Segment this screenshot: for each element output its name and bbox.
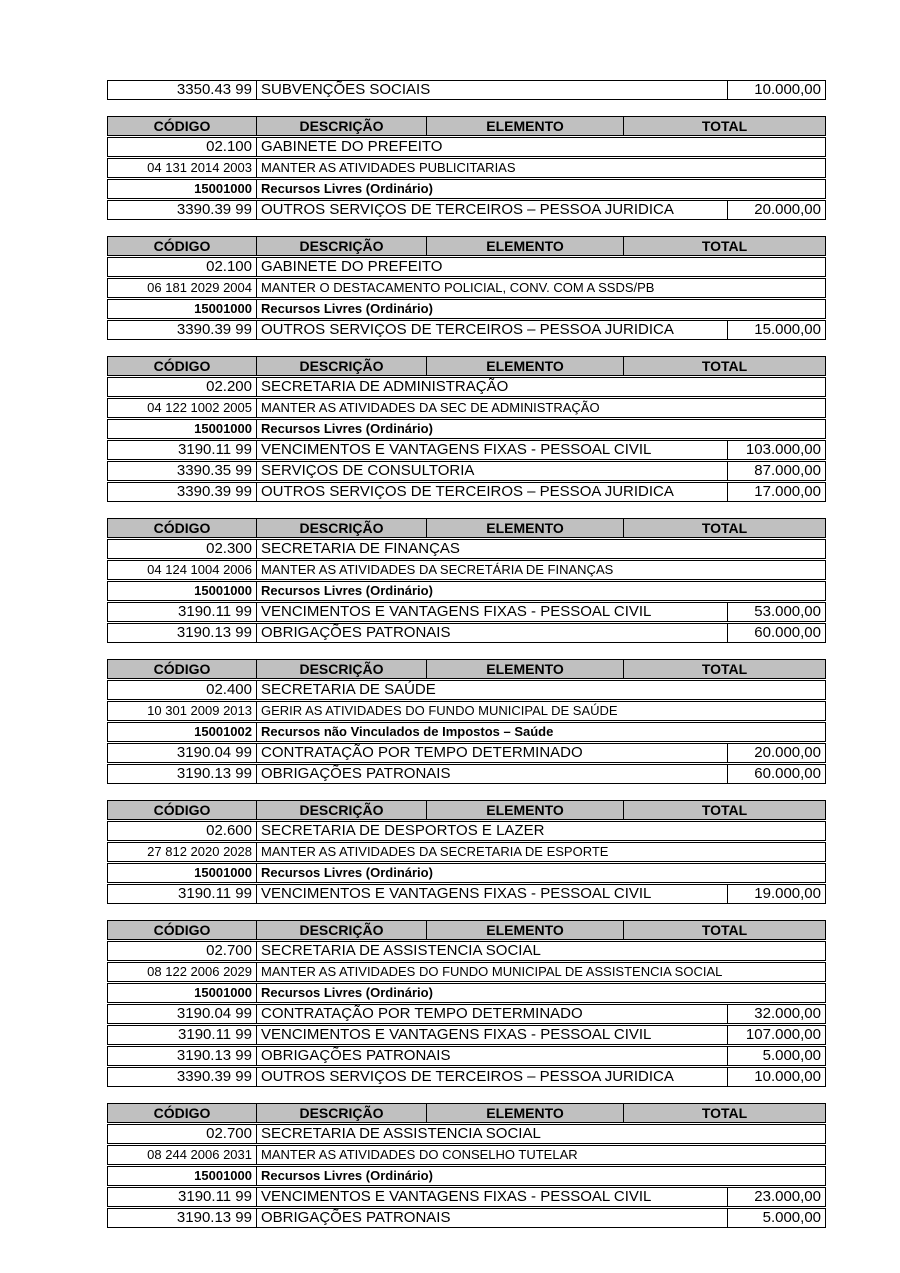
- element-total: 20.000,00: [728, 200, 826, 220]
- element-total: 5.000,00: [728, 1208, 826, 1228]
- table-header-row: [107, 920, 826, 940]
- element-total: 10.000,00: [728, 80, 826, 100]
- resource-name: Recursos Livres (Ordinário): [257, 863, 826, 883]
- action-row: [107, 398, 826, 418]
- column-header-descricao: DESCRIÇÃO: [257, 659, 427, 679]
- department-row: [107, 137, 826, 157]
- department-code: 02.200: [107, 377, 257, 397]
- element-row: [107, 1187, 826, 1207]
- element-row: [107, 764, 826, 784]
- element-total: 107.000,00: [728, 1025, 826, 1045]
- column-header-total: TOTAL: [624, 1103, 826, 1123]
- action-code: 08 244 2006 2031: [107, 1145, 257, 1165]
- element-description: VENCIMENTOS E VANTAGENS FIXAS - PESSOAL CIVIL: [257, 602, 728, 622]
- department-code: 02.300: [107, 539, 257, 559]
- column-header-total: TOTAL: [624, 920, 826, 940]
- element-row: [107, 1046, 826, 1066]
- element-description: OUTROS SERVIÇOS DE TERCEIROS – PESSOA JURIDICA: [257, 200, 728, 220]
- element-total: 5.000,00: [728, 1046, 826, 1066]
- action-name: MANTER AS ATIVIDADES PUBLICITARIAS: [257, 158, 826, 178]
- element-row: [107, 461, 826, 481]
- resource-row: [107, 581, 826, 601]
- resource-name: Recursos não Vinculados de Impostos – Saúde: [257, 722, 826, 742]
- element-code: 3190.13 99: [107, 1046, 257, 1066]
- element-description: VENCIMENTOS E VANTAGENS FIXAS - PESSOAL CIVIL: [257, 1187, 728, 1207]
- element-description: OUTROS SERVIÇOS DE TERCEIROS – PESSOA JURIDICA: [257, 1067, 728, 1087]
- department-code: 02.600: [107, 821, 257, 841]
- element-description: OBRIGAÇÕES PATRONAIS: [257, 764, 728, 784]
- column-header-elemento: ELEMENTO: [427, 659, 624, 679]
- element-code: 3390.35 99: [107, 461, 257, 481]
- column-header-codigo: CÓDIGO: [107, 920, 257, 940]
- action-row: [107, 1145, 826, 1165]
- element-code: 3190.11 99: [107, 1187, 257, 1207]
- department-row: [107, 821, 826, 841]
- department-name: SECRETARIA DE FINANÇAS: [257, 539, 826, 559]
- column-header-total: TOTAL: [624, 116, 826, 136]
- element-total: 87.000,00: [728, 461, 826, 481]
- column-header-elemento: ELEMENTO: [427, 236, 624, 256]
- action-name: MANTER O DESTACAMENTO POLICIAL, CONV. COM A SSDS/PB: [257, 278, 826, 298]
- action-row: [107, 278, 826, 298]
- action-row: [107, 842, 826, 862]
- resource-name: Recursos Livres (Ordinário): [257, 419, 826, 439]
- department-row: [107, 377, 826, 397]
- action-code: 08 122 2006 2029: [107, 962, 257, 982]
- element-row: [107, 743, 826, 763]
- element-total: 20.000,00: [728, 743, 826, 763]
- column-header-elemento: ELEMENTO: [427, 1103, 624, 1123]
- column-header-codigo: CÓDIGO: [107, 236, 257, 256]
- department-code: 02.100: [107, 257, 257, 277]
- department-row: [107, 539, 826, 559]
- resource-row: [107, 1166, 826, 1186]
- resource-row: [107, 863, 826, 883]
- element-description: OBRIGAÇÕES PATRONAIS: [257, 1208, 728, 1228]
- action-code: 10 301 2009 2013: [107, 701, 257, 721]
- action-code: 27 812 2020 2028: [107, 842, 257, 862]
- element-description: VENCIMENTOS E VANTAGENS FIXAS - PESSOAL CIVIL: [257, 884, 728, 904]
- column-header-elemento: ELEMENTO: [427, 356, 624, 376]
- element-description: CONTRATAÇÃO POR TEMPO DETERMINADO: [257, 1004, 728, 1024]
- department-code: 02.100: [107, 137, 257, 157]
- budget-document: [107, 80, 826, 1228]
- action-row: [107, 962, 826, 982]
- element-total: 15.000,00: [728, 320, 826, 340]
- action-code: 04 124 1004 2006: [107, 560, 257, 580]
- department-row: [107, 257, 826, 277]
- column-header-total: TOTAL: [624, 518, 826, 538]
- element-code: 3190.13 99: [107, 764, 257, 784]
- department-name: GABINETE DO PREFEITO: [257, 257, 826, 277]
- element-code: 3390.39 99: [107, 200, 257, 220]
- column-header-codigo: CÓDIGO: [107, 116, 257, 136]
- resource-name: Recursos Livres (Ordinário): [257, 179, 826, 199]
- column-header-descricao: DESCRIÇÃO: [257, 1103, 427, 1123]
- element-total: 23.000,00: [728, 1187, 826, 1207]
- element-code: 3190.04 99: [107, 743, 257, 763]
- resource-code: 15001000: [107, 983, 257, 1003]
- column-header-descricao: DESCRIÇÃO: [257, 920, 427, 940]
- action-name: GERIR AS ATIVIDADES DO FUNDO MUNICIPAL DE SAÚDE: [257, 701, 826, 721]
- column-header-total: TOTAL: [624, 236, 826, 256]
- resource-name: Recursos Livres (Ordinário): [257, 1166, 826, 1186]
- action-name: MANTER AS ATIVIDADES DA SEC DE ADMINISTRAÇÃO: [257, 398, 826, 418]
- element-row: [107, 440, 826, 460]
- element-row: [107, 200, 826, 220]
- element-code: 3390.39 99: [107, 320, 257, 340]
- column-header-descricao: DESCRIÇÃO: [257, 236, 427, 256]
- table-header-row: [107, 1103, 826, 1123]
- action-name: MANTER AS ATIVIDADES DA SECRETÁRIA DE FINANÇAS: [257, 560, 826, 580]
- element-row: [107, 1004, 826, 1024]
- action-name: MANTER AS ATIVIDADES DO CONSELHO TUTELAR: [257, 1145, 826, 1165]
- department-name: SECRETARIA DE ASSISTENCIA SOCIAL: [257, 941, 826, 961]
- column-header-codigo: CÓDIGO: [107, 800, 257, 820]
- element-row: [107, 602, 826, 622]
- resource-name: Recursos Livres (Ordinário): [257, 299, 826, 319]
- column-header-total: TOTAL: [624, 800, 826, 820]
- element-row: [107, 1208, 826, 1228]
- element-row: [107, 320, 826, 340]
- element-total: 10.000,00: [728, 1067, 826, 1087]
- department-row: [107, 1124, 826, 1144]
- budget-block-4: [107, 518, 826, 643]
- element-description: OUTROS SERVIÇOS DE TERCEIROS – PESSOA JURIDICA: [257, 320, 728, 340]
- resource-name: Recursos Livres (Ordinário): [257, 983, 826, 1003]
- element-description: SUBVENÇÕES SOCIAIS: [257, 80, 728, 100]
- element-code: 3190.11 99: [107, 884, 257, 904]
- department-code: 02.400: [107, 680, 257, 700]
- column-header-total: TOTAL: [624, 659, 826, 679]
- element-row: [107, 482, 826, 502]
- budget-block-2: [107, 236, 826, 340]
- element-total: 17.000,00: [728, 482, 826, 502]
- column-header-elemento: ELEMENTO: [427, 800, 624, 820]
- column-header-codigo: CÓDIGO: [107, 356, 257, 376]
- department-code: 02.700: [107, 1124, 257, 1144]
- element-code: 3190.13 99: [107, 1208, 257, 1228]
- element-row: [107, 623, 826, 643]
- table-header-row: [107, 800, 826, 820]
- resource-code: 15001000: [107, 1166, 257, 1186]
- resource-code: 15001000: [107, 179, 257, 199]
- resource-code: 15001000: [107, 863, 257, 883]
- element-code: 3390.39 99: [107, 482, 257, 502]
- department-row: [107, 680, 826, 700]
- department-name: GABINETE DO PREFEITO: [257, 137, 826, 157]
- element-total: 19.000,00: [728, 884, 826, 904]
- element-description: OBRIGAÇÕES PATRONAIS: [257, 1046, 728, 1066]
- element-description: OUTROS SERVIÇOS DE TERCEIROS – PESSOA JURIDICA: [257, 482, 728, 502]
- resource-row: [107, 419, 826, 439]
- column-header-elemento: ELEMENTO: [427, 920, 624, 940]
- table-header-row: [107, 236, 826, 256]
- column-header-descricao: DESCRIÇÃO: [257, 518, 427, 538]
- column-header-elemento: ELEMENTO: [427, 518, 624, 538]
- orphan-element-row: [107, 80, 826, 100]
- resource-row: [107, 983, 826, 1003]
- budget-block-6: [107, 800, 826, 904]
- department-name: SECRETARIA DE ADMINISTRAÇÃO: [257, 377, 826, 397]
- element-total: 103.000,00: [728, 440, 826, 460]
- department-name: SECRETARIA DE SAÚDE: [257, 680, 826, 700]
- element-code: 3190.11 99: [107, 602, 257, 622]
- budget-block-5: [107, 659, 826, 784]
- action-code: 06 181 2029 2004: [107, 278, 257, 298]
- element-code: 3190.11 99: [107, 1025, 257, 1045]
- column-header-total: TOTAL: [624, 356, 826, 376]
- element-total: 32.000,00: [728, 1004, 826, 1024]
- action-row: [107, 560, 826, 580]
- element-row: [107, 1067, 826, 1087]
- element-code: 3190.04 99: [107, 1004, 257, 1024]
- column-header-codigo: CÓDIGO: [107, 1103, 257, 1123]
- budget-block-3: [107, 356, 826, 502]
- element-description: CONTRATAÇÃO POR TEMPO DETERMINADO: [257, 743, 728, 763]
- resource-code: 15001000: [107, 419, 257, 439]
- column-header-elemento: ELEMENTO: [427, 116, 624, 136]
- element-code: 3390.39 99: [107, 1067, 257, 1087]
- budget-block-1: [107, 116, 826, 220]
- action-code: 04 122 1002 2005: [107, 398, 257, 418]
- budget-block-8: [107, 1103, 826, 1228]
- resource-row: [107, 299, 826, 319]
- column-header-descricao: DESCRIÇÃO: [257, 356, 427, 376]
- element-description: OBRIGAÇÕES PATRONAIS: [257, 623, 728, 643]
- action-row: [107, 701, 826, 721]
- element-row: [107, 884, 826, 904]
- department-name: SECRETARIA DE DESPORTOS E LAZER: [257, 821, 826, 841]
- element-description: SERVIÇOS DE CONSULTORIA: [257, 461, 728, 481]
- action-name: MANTER AS ATIVIDADES DA SECRETARIA DE ESPORTE: [257, 842, 826, 862]
- element-description: VENCIMENTOS E VANTAGENS FIXAS - PESSOAL CIVIL: [257, 440, 728, 460]
- column-header-codigo: CÓDIGO: [107, 659, 257, 679]
- resource-row: [107, 722, 826, 742]
- element-code: 3350.43 99: [107, 80, 257, 100]
- table-header-row: [107, 518, 826, 538]
- action-code: 04 131 2014 2003: [107, 158, 257, 178]
- table-header-row: [107, 356, 826, 376]
- table-header-row: [107, 116, 826, 136]
- department-code: 02.700: [107, 941, 257, 961]
- resource-row: [107, 179, 826, 199]
- action-name: MANTER AS ATIVIDADES DO FUNDO MUNICIPAL DE ASSISTENCIA SOCIAL: [257, 962, 826, 982]
- column-header-descricao: DESCRIÇÃO: [257, 116, 427, 136]
- column-header-descricao: DESCRIÇÃO: [257, 800, 427, 820]
- department-name: SECRETARIA DE ASSISTENCIA SOCIAL: [257, 1124, 826, 1144]
- resource-code: 15001000: [107, 299, 257, 319]
- column-header-codigo: CÓDIGO: [107, 518, 257, 538]
- action-row: [107, 158, 826, 178]
- resource-code: 15001000: [107, 581, 257, 601]
- element-total: 60.000,00: [728, 764, 826, 784]
- element-code: 3190.11 99: [107, 440, 257, 460]
- budget-block-7: [107, 920, 826, 1087]
- resource-name: Recursos Livres (Ordinário): [257, 581, 826, 601]
- department-row: [107, 941, 826, 961]
- element-total: 60.000,00: [728, 623, 826, 643]
- element-row: [107, 1025, 826, 1045]
- table-header-row: [107, 659, 826, 679]
- resource-code: 15001002: [107, 722, 257, 742]
- element-code: 3190.13 99: [107, 623, 257, 643]
- element-description: VENCIMENTOS E VANTAGENS FIXAS - PESSOAL CIVIL: [257, 1025, 728, 1045]
- element-total: 53.000,00: [728, 602, 826, 622]
